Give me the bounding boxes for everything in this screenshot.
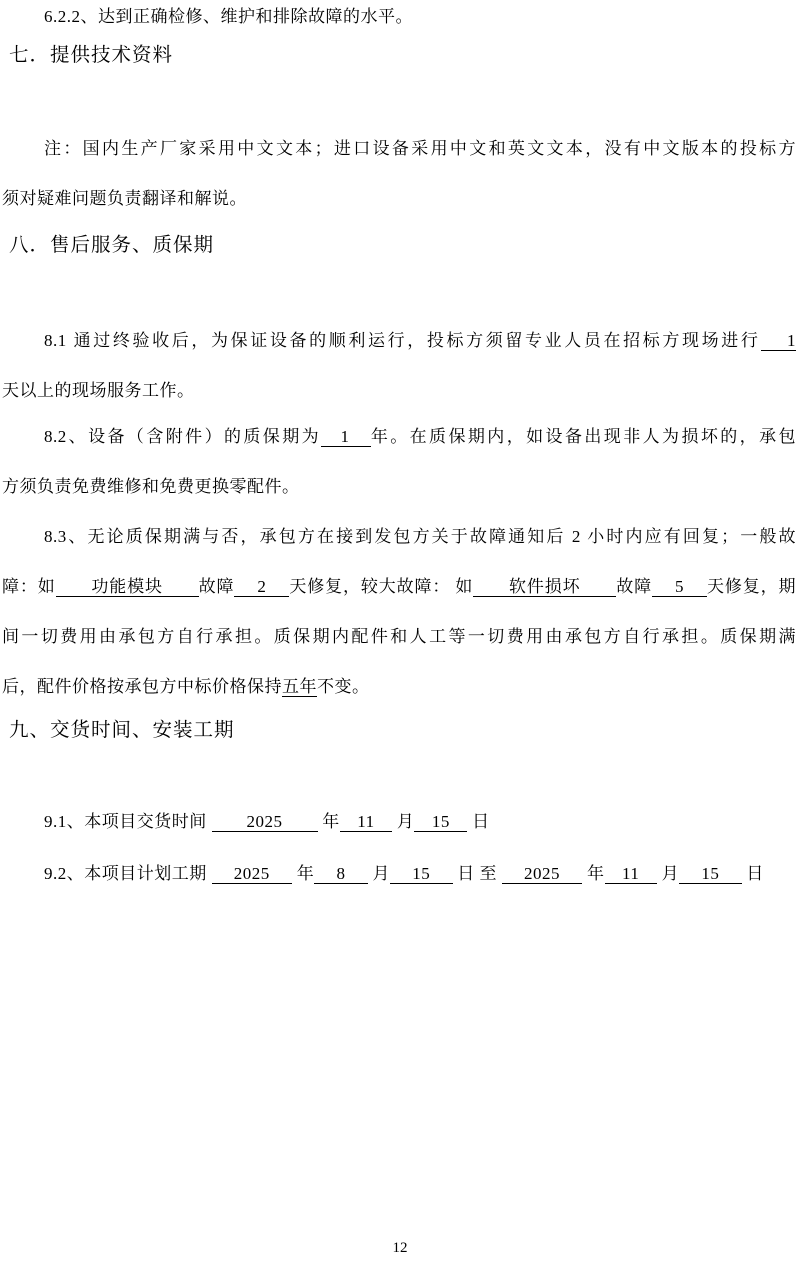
clause-6-2-2 bbox=[2, 0, 796, 42]
text-run: 不变。 bbox=[317, 677, 370, 696]
clause-8-2 bbox=[2, 412, 796, 512]
text-run: 8.2、设备（含附件）的质保期为 bbox=[44, 427, 322, 446]
note-paragraph bbox=[2, 124, 796, 224]
filled-blank: 15 bbox=[414, 812, 468, 831]
text-run: 天以上的现场服务工作。 bbox=[2, 381, 195, 400]
text-run: 年。在质保期内，如设备出现非人为损坏的，承包 bbox=[370, 427, 797, 446]
filled-blank: 1 bbox=[760, 331, 796, 350]
filled-blank: 2025 bbox=[211, 864, 292, 883]
text-run: 8.3、无论质保期满与否，承包方在接到发包方关于故障通知后 2 小时内应有回复；一般故 bbox=[44, 527, 796, 546]
text-run: 月 bbox=[367, 864, 390, 883]
filled-blank: 五年 bbox=[282, 677, 317, 696]
heading-7-technical-materials bbox=[9, 40, 796, 70]
heading-7-technical-materials-line bbox=[9, 40, 796, 70]
text-run: 八．售后服务、质保期 bbox=[9, 234, 215, 256]
clause-6-2-2-line bbox=[2, 0, 796, 42]
clause-8-3 bbox=[2, 512, 796, 712]
text-run: 后，配件价格按承包方中标价格保持 bbox=[2, 677, 282, 696]
filled-blank: 15 bbox=[390, 864, 453, 883]
text-run: 日 至 bbox=[452, 864, 502, 883]
text-run: 故障 bbox=[616, 577, 652, 596]
heading-8-after-sales-warranty bbox=[9, 230, 796, 260]
clause-8-3-line bbox=[2, 662, 796, 712]
filled-blank: 1 bbox=[321, 427, 371, 446]
text-run: 8.1 通过终验收后，为保证设备的顺利运行，投标方须留专业人员在招标方现场进行 bbox=[44, 331, 761, 350]
clause-9-2-line bbox=[2, 849, 796, 899]
filled-blank: 5 bbox=[652, 577, 707, 596]
page-number: 12 bbox=[392, 1240, 408, 1256]
heading-9-delivery-schedule bbox=[9, 715, 796, 745]
filled-blank: 2 bbox=[234, 577, 290, 596]
filled-blank: 11 bbox=[604, 864, 657, 883]
clause-8-3-line bbox=[2, 562, 796, 612]
clause-9-1-line bbox=[2, 797, 796, 847]
filled-blank: 8 bbox=[314, 864, 368, 883]
text-run: 七．提供技术资料 bbox=[9, 44, 174, 66]
text-run: 间一切费用由承包方自行承担。质保期内配件和人工等一切费用由承包方自行承担。质保期满 bbox=[2, 627, 796, 646]
text-run: 9.1、本项目交货时间 bbox=[44, 812, 212, 831]
clause-8-1-line bbox=[2, 366, 796, 416]
text-run: 故障 bbox=[198, 577, 235, 596]
text-run: 年 bbox=[582, 864, 605, 883]
clause-9-2 bbox=[2, 849, 796, 899]
heading-9-delivery-schedule-line bbox=[9, 715, 796, 745]
clause-9-1 bbox=[2, 797, 796, 847]
note-paragraph-line bbox=[2, 174, 796, 224]
text-run: 须对疑难问题负责翻译和解说。 bbox=[2, 189, 247, 208]
filled-blank: 2025 bbox=[501, 864, 583, 883]
text-run: 方须负责免费维修和免费更换零配件。 bbox=[2, 477, 300, 496]
text-run: 日 bbox=[741, 864, 764, 883]
filled-blank: 15 bbox=[679, 864, 742, 883]
text-run: 九、交货时间、安装工期 bbox=[9, 719, 235, 741]
text-run: 年 bbox=[292, 864, 315, 883]
text-run: 日 bbox=[467, 812, 490, 831]
filled-blank: 11 bbox=[339, 812, 393, 831]
clause-8-2-line bbox=[2, 412, 796, 462]
filled-blank: 2025 bbox=[211, 812, 318, 831]
filled-blank: 软件损坏 bbox=[473, 577, 617, 596]
text-run: 6.2.2、达到正确检修、维护和排除故障的水平。 bbox=[44, 7, 413, 26]
text-run: 天修复，期 bbox=[707, 577, 796, 596]
clause-8-3-line bbox=[2, 512, 796, 562]
text-run: 注：国内生产厂家采用中文文本；进口设备采用中文和英文文本，没有中文版本的投标方 bbox=[44, 139, 796, 158]
text-run: 月 bbox=[392, 812, 415, 831]
clause-8-1-line bbox=[2, 316, 796, 366]
note-paragraph-line bbox=[2, 124, 796, 174]
text-run: 年 bbox=[317, 812, 340, 831]
text-run: 天修复，较大故障： 如 bbox=[289, 577, 474, 596]
text-run: 月 bbox=[656, 864, 680, 883]
text-run: 障：如 bbox=[2, 577, 56, 596]
clause-8-2-line bbox=[2, 462, 796, 512]
filled-blank: 功能模块 bbox=[55, 577, 199, 596]
text-run: 9.2、本项目计划工期 bbox=[44, 864, 212, 883]
clause-8-1 bbox=[2, 316, 796, 416]
clause-8-3-line bbox=[2, 612, 796, 662]
heading-8-after-sales-warranty-line bbox=[9, 230, 796, 260]
